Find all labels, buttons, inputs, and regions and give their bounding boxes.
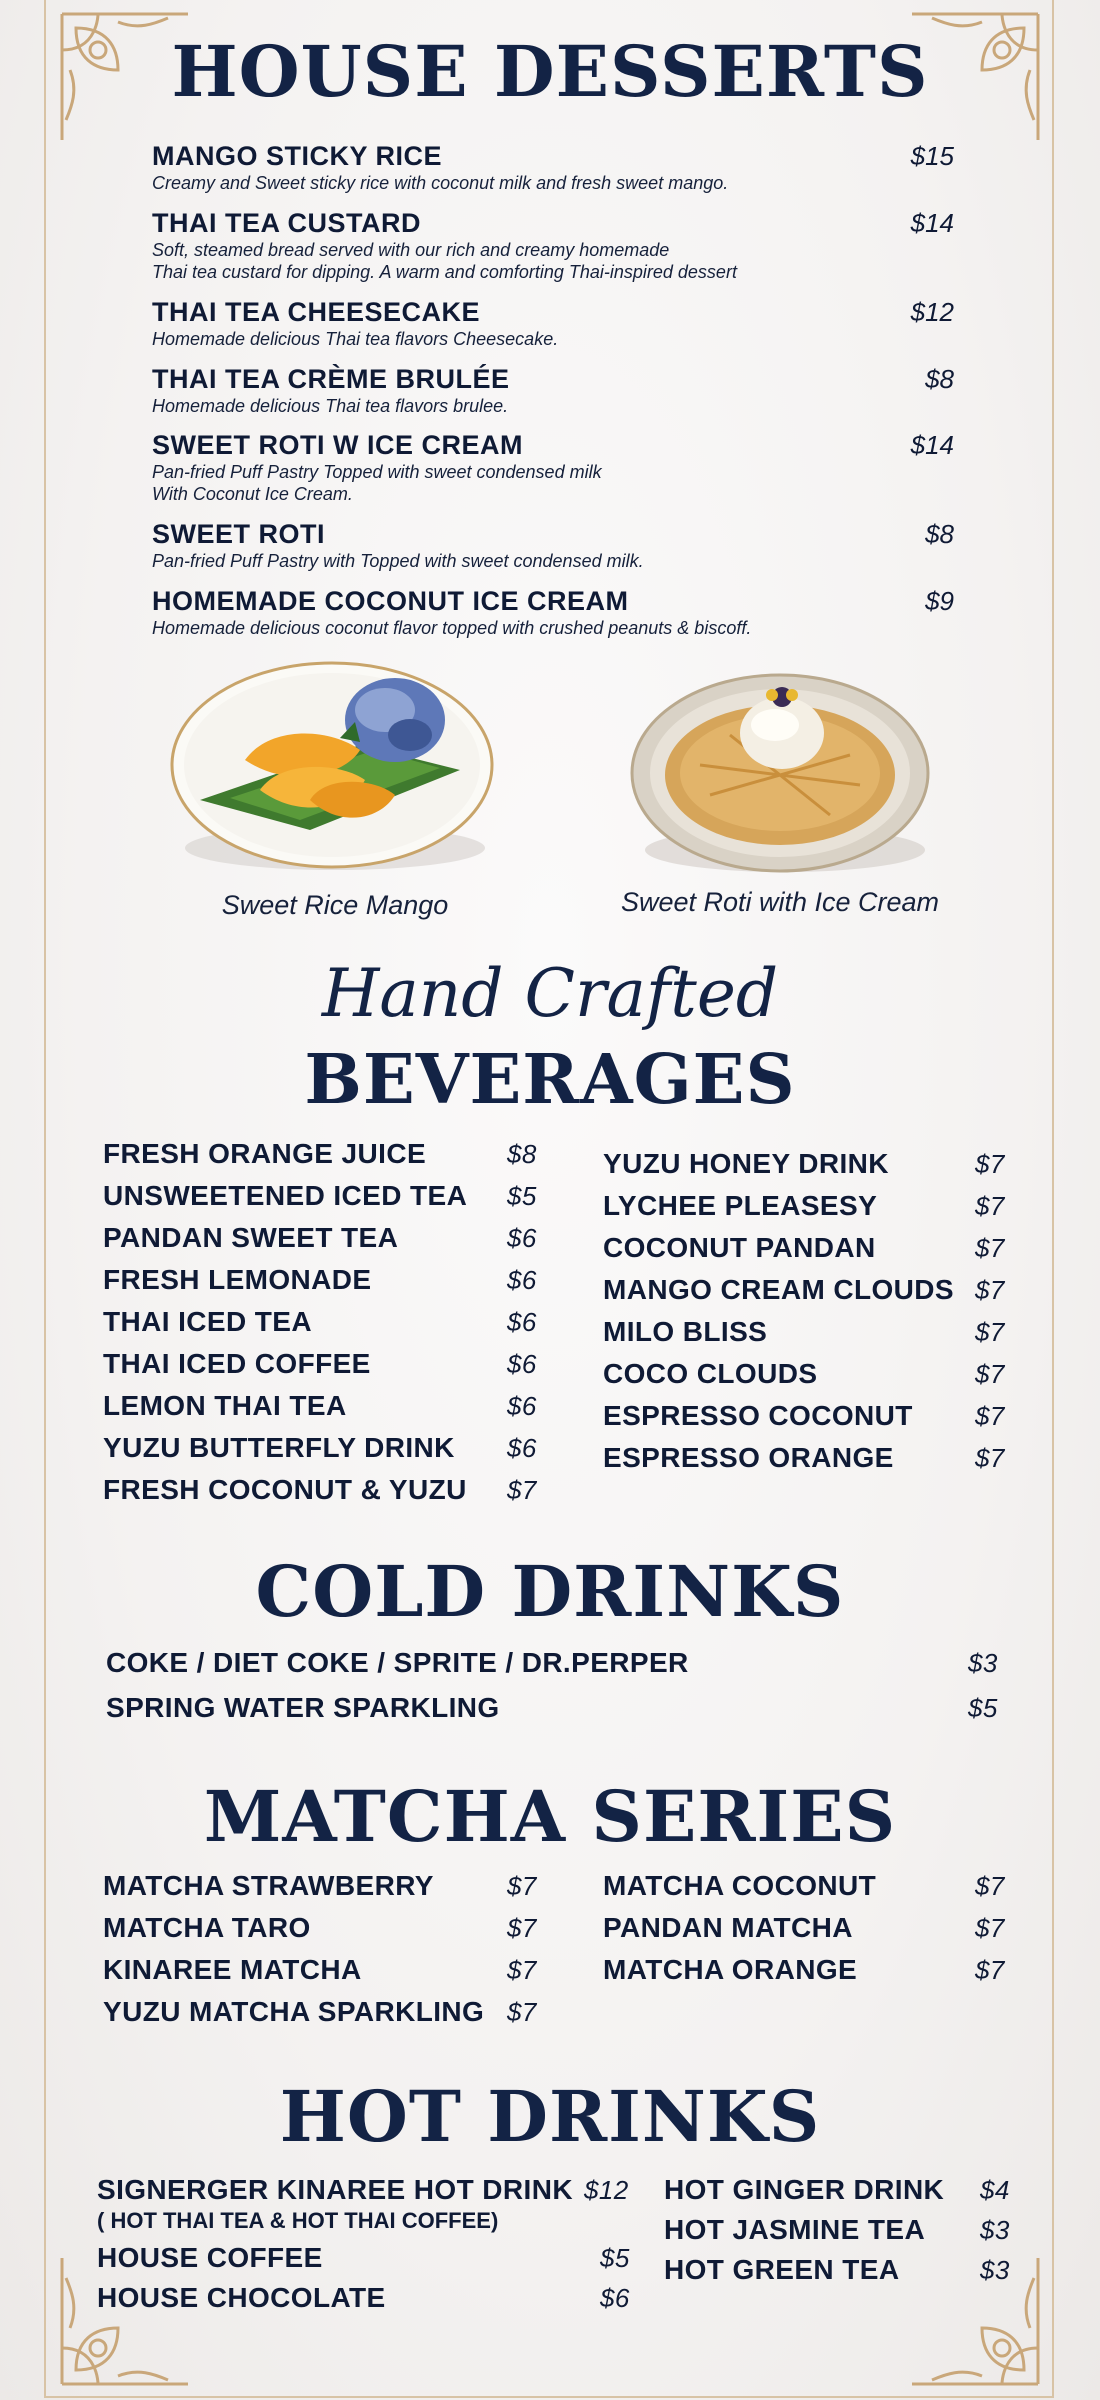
matcha-item	[103, 1908, 543, 1948]
item-name: FRESH COCONUT & YUZU	[103, 1474, 467, 1505]
matcha-item	[103, 1992, 543, 2032]
item-name: MILO BLISS	[603, 1316, 768, 1347]
dessert-description: With Coconut Ice Cream.	[152, 484, 353, 504]
dessert-name: THAI TEA CRÈME BRULÉE	[152, 364, 510, 394]
dessert-description: Creamy and Sweet sticky rice with coconut milk and fresh sweet mango.	[152, 173, 729, 193]
dessert-description: Homemade delicious coconut flavor topped with crushed peanuts & biscoff.	[152, 618, 752, 638]
item-price: $8	[507, 1139, 537, 1169]
beverage-item	[603, 1228, 1013, 1268]
dessert-item	[152, 296, 954, 350]
beverages-script-title: Hand Crafted	[321, 955, 779, 1032]
beverage-item	[603, 1186, 1013, 1226]
item-price: $7	[975, 1401, 1005, 1431]
mango-sticky-rice-plate-icon	[160, 650, 500, 880]
item-price: $3	[980, 2255, 1010, 2285]
item-price: $7	[507, 1475, 537, 1505]
item-name: SPRING WATER SPARKLING	[106, 1692, 500, 1723]
item-price: $7	[975, 1913, 1005, 1943]
matcha-item	[103, 1866, 543, 1906]
item-name: HOUSE COFFEE	[97, 2242, 323, 2273]
item-price: $4	[980, 2175, 1010, 2205]
desserts-title: HOUSE DESSERTS	[171, 30, 929, 113]
dessert-description: Pan-fried Puff Pastry with Topped with sweet condensed milk.	[152, 551, 644, 571]
item-name: HOUSE CHOCOLATE	[97, 2282, 386, 2313]
item-price: $7	[975, 1955, 1005, 1985]
item-price: $6	[507, 1223, 537, 1253]
beverage-item	[103, 1428, 543, 1468]
matcha-item	[603, 1908, 1013, 1948]
item-name: ESPRESSO COCONUT	[603, 1400, 913, 1431]
matcha-item	[603, 1950, 1013, 1990]
item-name: MATCHA TARO	[103, 1912, 311, 1943]
item-price: $7	[975, 1149, 1005, 1179]
item-name: THAI ICED COFFEE	[103, 1348, 371, 1379]
item-price: $7	[975, 1191, 1005, 1221]
item-price: $5	[968, 1693, 998, 1723]
item-price: $5	[600, 2243, 630, 2273]
item-name: ESPRESSO ORANGE	[603, 1442, 894, 1473]
item-price: $7	[507, 1871, 537, 1901]
hot-drink-item	[664, 2250, 1024, 2290]
hot-drink-note: ( HOT THAI TEA & HOT THAI COFFEE)	[97, 2208, 499, 2233]
dessert-description: Thai tea custard for dipping. A warm and comforting Thai-inspired dessert	[152, 262, 737, 282]
sweet-roti-plate-icon	[620, 655, 940, 880]
dessert-item	[152, 140, 954, 194]
dessert-price: $14	[910, 208, 954, 238]
beverage-item	[103, 1176, 543, 1216]
item-price: $6	[507, 1307, 537, 1337]
item-name: THAI ICED TEA	[103, 1306, 312, 1337]
dessert-description: Homemade delicious Thai tea flavors Cheesecake.	[152, 329, 559, 349]
hot-drink-item	[97, 2278, 637, 2318]
beverage-item	[603, 1396, 1013, 1436]
item-price: $3	[980, 2215, 1010, 2245]
item-name: YUZU MATCHA SPARKLING	[103, 1996, 485, 2027]
beverage-item	[103, 1218, 543, 1258]
dessert-price: $8	[925, 364, 954, 394]
cold-drinks-title: COLD DRINKS	[255, 1550, 845, 1633]
item-name: PANDAN MATCHA	[603, 1912, 853, 1943]
dessert-price: $15	[910, 141, 954, 171]
dessert-name: SWEET ROTI W ICE CREAM	[152, 430, 523, 460]
item-price: $6	[507, 1349, 537, 1379]
beverage-item	[603, 1312, 1013, 1352]
dessert-name: THAI TEA CHEESECAKE	[152, 297, 481, 327]
item-name: MANGO CREAM CLOUDS	[603, 1274, 954, 1305]
item-name: MATCHA COCONUT	[603, 1870, 877, 1901]
item-name: MATCHA STRAWBERRY	[103, 1870, 434, 1901]
item-price: $7	[507, 1997, 537, 2027]
photo-caption-right: Sweet Roti with Ice Cream	[620, 887, 940, 917]
beverage-item	[103, 1134, 543, 1174]
beverage-item	[103, 1344, 543, 1384]
matcha-item	[603, 1866, 1013, 1906]
beverage-item	[603, 1438, 1013, 1478]
item-name: YUZU BUTTERFLY DRINK	[103, 1432, 455, 1463]
hot-drink-item	[664, 2170, 1024, 2210]
beverage-item	[603, 1270, 1013, 1310]
item-price: $7	[975, 1871, 1005, 1901]
beverage-item	[603, 1354, 1013, 1394]
dessert-price: $9	[925, 586, 954, 616]
item-name: KINAREE MATCHA	[103, 1954, 362, 1985]
dessert-name: MANGO STICKY RICE	[152, 141, 443, 171]
item-name: UNSWEETENED ICED TEA	[103, 1180, 468, 1211]
item-price: $7	[975, 1359, 1005, 1389]
dessert-description: Homemade delicious Thai tea flavors brulee.	[152, 396, 509, 416]
item-price: $6	[507, 1391, 537, 1421]
item-price: $3	[968, 1648, 998, 1678]
item-name: COCO CLOUDS	[603, 1358, 818, 1389]
item-name: MATCHA ORANGE	[603, 1954, 858, 1985]
beverage-item	[603, 1144, 1013, 1184]
item-price: $7	[975, 1443, 1005, 1473]
dessert-item	[152, 429, 954, 505]
item-name: PANDAN SWEET TEA	[103, 1222, 399, 1253]
dessert-description: Pan-fried Puff Pastry Topped with sweet condensed milk	[152, 462, 602, 482]
item-name: LEMON THAI TEA	[103, 1390, 347, 1421]
hot-drink-item	[664, 2210, 1024, 2250]
item-price: $7	[975, 1275, 1005, 1305]
item-name: FRESH LEMONADE	[103, 1264, 372, 1295]
item-name: YUZU HONEY DRINK	[603, 1148, 889, 1179]
hot-drink-item	[97, 2238, 637, 2278]
beverage-item	[103, 1302, 543, 1342]
beverage-item	[103, 1470, 543, 1510]
dessert-item	[152, 207, 954, 283]
item-name: HOT GREEN TEA	[664, 2254, 900, 2285]
item-price: $5	[507, 1181, 537, 1211]
dessert-name: SWEET ROTI	[152, 519, 325, 549]
dessert-price: $12	[910, 297, 954, 327]
item-price: $12	[584, 2175, 629, 2205]
item-name: LYCHEE PLEASESY	[603, 1190, 878, 1221]
item-price: $6	[600, 2283, 630, 2313]
matcha-title: MATCHA SERIES	[203, 1775, 897, 1858]
dessert-name: THAI TEA CUSTARD	[152, 208, 421, 238]
item-price: $6	[507, 1433, 537, 1463]
item-name: HOT GINGER DRINK	[664, 2174, 945, 2205]
dessert-price: $8	[925, 519, 954, 549]
item-name: HOT JASMINE TEA	[664, 2214, 926, 2245]
item-name: FRESH ORANGE JUICE	[103, 1138, 427, 1169]
item-price: $7	[975, 1317, 1005, 1347]
dessert-item	[152, 518, 954, 572]
beverage-item	[103, 1260, 543, 1300]
item-name: COKE / DIET COKE / SPRITE / DR.PERPER	[106, 1647, 689, 1678]
cold-drink-item	[106, 1643, 1006, 1683]
item-price: $6	[507, 1265, 537, 1295]
beverages-title: BEVERAGES	[304, 1040, 796, 1120]
item-price: $7	[507, 1913, 537, 1943]
cold-drink-item	[106, 1688, 1006, 1728]
item-name: COCONUT PANDAN	[603, 1232, 876, 1263]
dessert-description: Soft, steamed bread served with our rich and creamy homemade	[152, 240, 670, 260]
photo-caption-left: Sweet Rice Mango	[221, 890, 449, 920]
hot-drink-item	[97, 2170, 637, 2210]
item-name: SIGNERGER KINAREE HOT DRINK	[97, 2174, 573, 2205]
beverage-item	[103, 1386, 543, 1426]
dessert-item	[152, 585, 954, 639]
dessert-name: HOMEMADE COCONUT ICE CREAM	[152, 586, 629, 616]
matcha-item	[103, 1950, 543, 1990]
dessert-price: $14	[910, 430, 954, 460]
item-price: $7	[507, 1955, 537, 1985]
item-price: $7	[975, 1233, 1005, 1263]
hot-drinks-title: HOT DRINKS	[279, 2075, 821, 2158]
dessert-item	[152, 363, 954, 417]
